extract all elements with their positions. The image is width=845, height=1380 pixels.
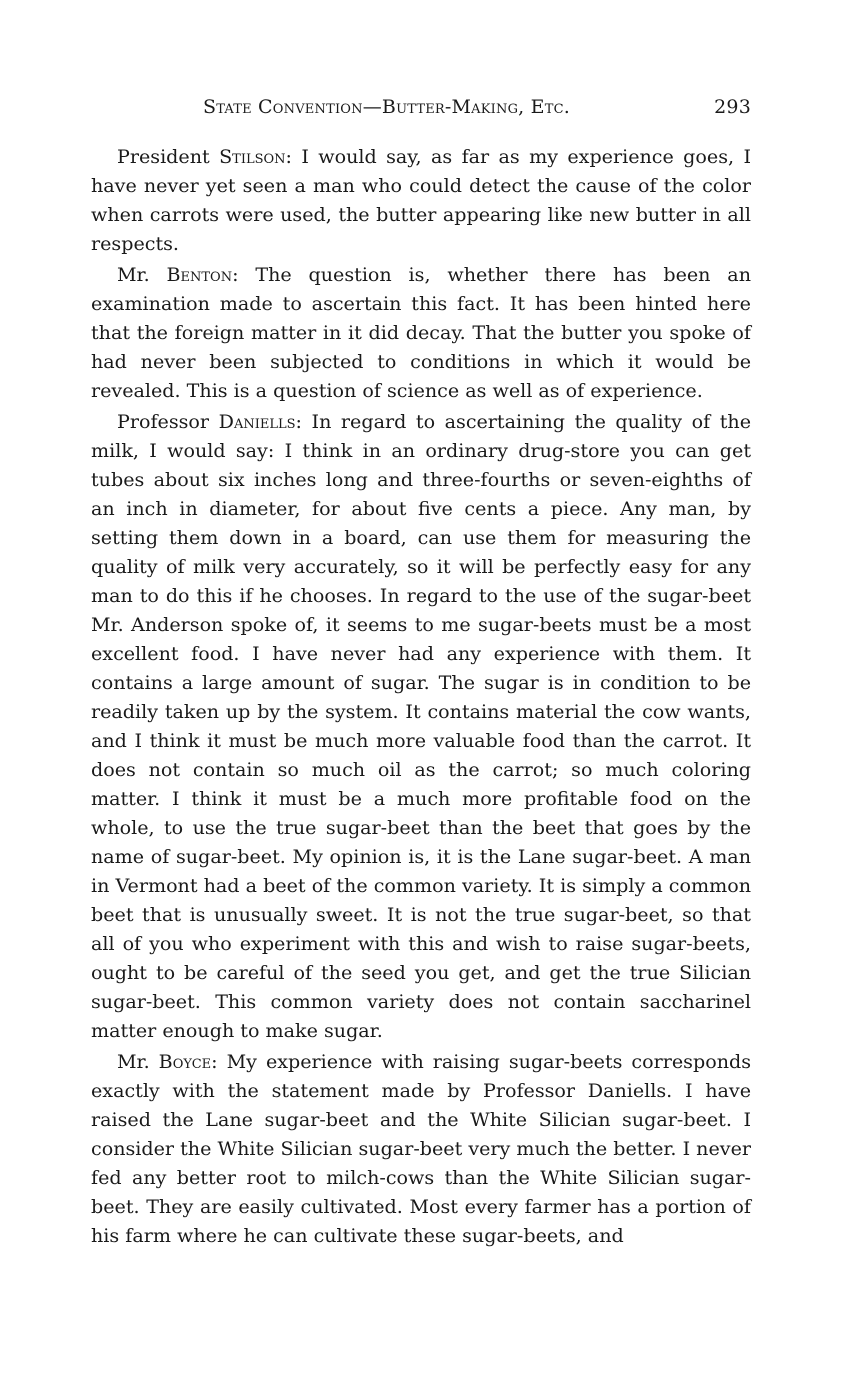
paragraph-benton: [91, 260, 751, 405]
book-page: [91, 96, 751, 1252]
paragraph-text: : The question is, whether there has been an examination made to ascertain this fact. It has been hinted here that the foreign matter in it did decay. That the butter you spoke of had never been subjected to conditions in which it would be revealed. This is a question of science as well as of experience.: [91, 263, 751, 402]
speaker-prefix: Mr.: [117, 1050, 159, 1073]
paragraph-stilson: [91, 142, 751, 258]
running-head: [91, 96, 751, 130]
speaker-name: Stilson: [219, 145, 286, 168]
running-title: State Convention—Butter-Making, Etc.: [203, 96, 570, 118]
body-text: [91, 142, 751, 1250]
speaker-prefix: Professor: [117, 410, 219, 433]
speaker-prefix: Mr.: [117, 263, 167, 286]
paragraph-text: : My experience with raising sugar-beets corresponds exactly with the statement made by Professor Daniells. I have raised the Lane sugar-beet and the White Silician sugar-beet. I consider the White Silician sugar-beet very much the better. I never fed any better root to milch-cows than the White Silician sugar-beet. They are easily cultivated. Most every farmer has a portion of his farm where he can cultivate these sugar-beets, and: [91, 1050, 752, 1247]
paragraph-text: : I would say, as far as my experience goes, I have never yet seen a man who could detect the cause of the color when carrots were used, the butter appearing like new butter in all respects.: [91, 145, 751, 255]
speaker-name: Benton: [166, 263, 233, 286]
page-number: 293: [714, 96, 751, 118]
speaker-prefix: President: [117, 145, 220, 168]
paragraph-boyce: [91, 1047, 751, 1250]
paragraph-text: : In regard to ascertaining the quality of the milk, I would say: I think in an ordinary drug-store you can get tubes about six inches long and three-fourths or seven-eighths of an inch in diameter, for about five cents a piece. Any man, by setting them down in a board, can use them for measuring the quality of milk very accurately, so it will be perfectly easy for any man to do this if he chooses. In regard to the use of the sugar-beet Mr. Anderson spoke of, it seems to me sugar-beets must be a most excellent food. I have never had any experience with them. It contains a large amount of sugar. The sugar is in condition to be readily taken up by the system. It contains material the cow wants, and I think it must be much more valuable food than the carrot. It does not contain so much oil as the carrot; so much coloring matter. I think it must be a much more profitable food on the whole, to use the true sugar-beet than the beet that goes by the name of sugar-beet. My opinion is, it is the Lane sugar-beet. A man in Vermont had a beet of the common variety. It is simply a common beet that is unusually sweet. It is not the true sugar-beet, so that all of you who experiment with this and wish to raise sugar-beets, ought to be careful of the seed you get, and get the true Silician sugar-beet. This common variety does not contain saccharinel matter enough to make sugar.: [91, 410, 751, 1042]
speaker-name: Daniells: [218, 410, 296, 433]
speaker-name: Boyce: [158, 1050, 212, 1073]
paragraph-daniells: [91, 407, 751, 1045]
